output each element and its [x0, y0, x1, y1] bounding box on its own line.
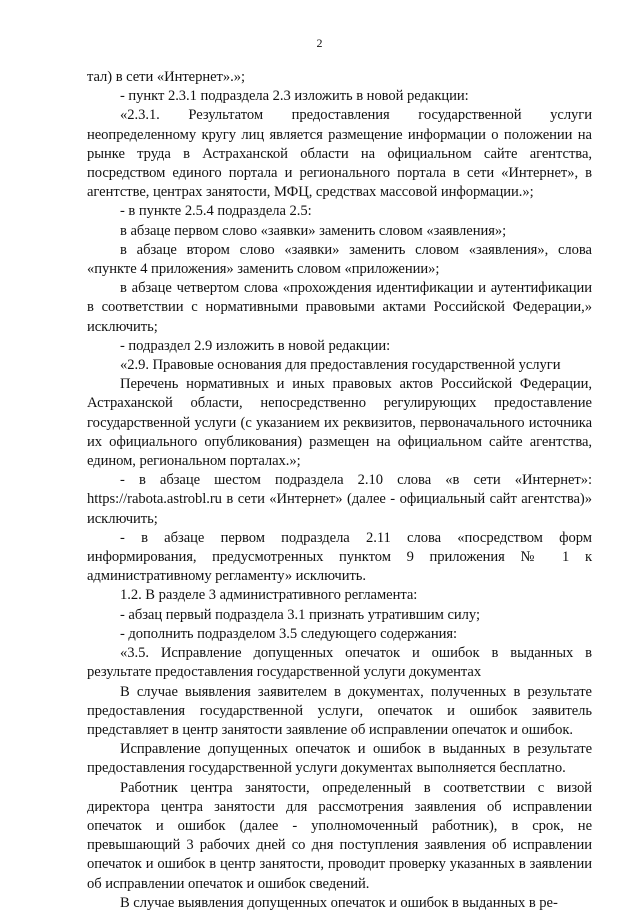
- section-heading: «3.5. Исправление допущенных опечаток и ошибок в выданных в результате предоставления государственной услуги документах: [87, 645, 592, 681]
- paragraph: «2.3.1. Результатом предоставления государственной услуги неопределенному кругу лиц является размещение информации о положении на рынке труда в Астраханской области на официальном сайте агентства, посредством единого портала и регионального портала в сети «Интернет», в агентстве, центрах занятости, МФЦ, средствах массовой информации.»;: [87, 107, 592, 201]
- section-heading: «2.9. Правовые основания для предоставления государственной услуги: [120, 357, 561, 374]
- page-number: 2: [316, 36, 323, 50]
- paragraph: 1.2. В разделе 3 административного регламента:: [120, 587, 418, 604]
- paragraph: В случае выявления допущенных опечаток и ошибок в выданных в ре-: [120, 894, 558, 911]
- paragraph: В случае выявления заявителем в документах, полученных в результате предоставления государственной услуги, опечаток и ошибок заявитель представляет в центр занятости заявление об исправлении опечаток и ошибок.: [87, 683, 592, 738]
- paragraph: в абзаце четвертом слова «прохождения идентификации и аутентификации в соответствии с нормативными правовыми актами Российской Федерации,» исключить;: [87, 280, 592, 335]
- paragraph: - в пункте 2.5.4 подраздела 2.5:: [120, 203, 312, 220]
- paragraph: - дополнить подразделом 3.5 следующего содержания:: [120, 625, 458, 642]
- paragraph: Работник центра занятости, определенный в соответствии с визой директора центра занятости для рассмотрения заявления об исправлении опечаток и ошибок (далее - уполномоченный работник), в срок, не превышающий 3 рабочих дней со дня поступления заявления об исправлении опечаток и ошибок в центр занятости, проводит проверку указанных в заявлении об исправлении опечаток и ошибок сведений.: [87, 779, 592, 892]
- paragraph: - в абзаце первом подраздела 2.11 слова «посредством форм информирования, предусмотренных пунктом 9 приложения № 1 к административному регламенту» исключить.: [87, 529, 592, 585]
- paragraph: - подраздел 2.9 изложить в новой редакции:: [120, 337, 391, 354]
- paragraph: в абзаце втором слово «заявки» заменить словом «заявления», слова «пункте 4 приложения» заменить словом «приложении»;: [87, 241, 592, 278]
- paragraph: - пункт 2.3.1 подраздела 2.3 изложить в новой редакции:: [120, 88, 469, 105]
- paragraph: тал) в сети «Интернет».»;: [87, 69, 245, 85]
- paragraph: в абзаце первом слово «заявки» заменить словом «заявления»;: [120, 222, 507, 239]
- paragraph: - в абзаце шестом подраздела 2.10 слова «в сети «Интернет»: https://rabota.astrobl.ru в сети «Интернет» (далее - официальный сайт агентства)» исключить;: [87, 472, 592, 527]
- paragraph: Исправление допущенных опечаток и ошибок в выданных в результате предоставления государственной услуги документах выполняется бесплатно.: [87, 741, 592, 777]
- document-body: [87, 68, 592, 913]
- paragraph: Перечень нормативных и иных правовых актов Российской Федерации, Астраханской области, непосредственно регулирующих предоставление государственной услуги (с указанием их реквизитов, первоначального источника их официального опубликования) размещен на официальном сайте агентства, едином, региональном порталах.»;: [87, 376, 592, 470]
- paragraph: - абзац первый подраздела 3.1 признать утратившим силу;: [120, 606, 480, 623]
